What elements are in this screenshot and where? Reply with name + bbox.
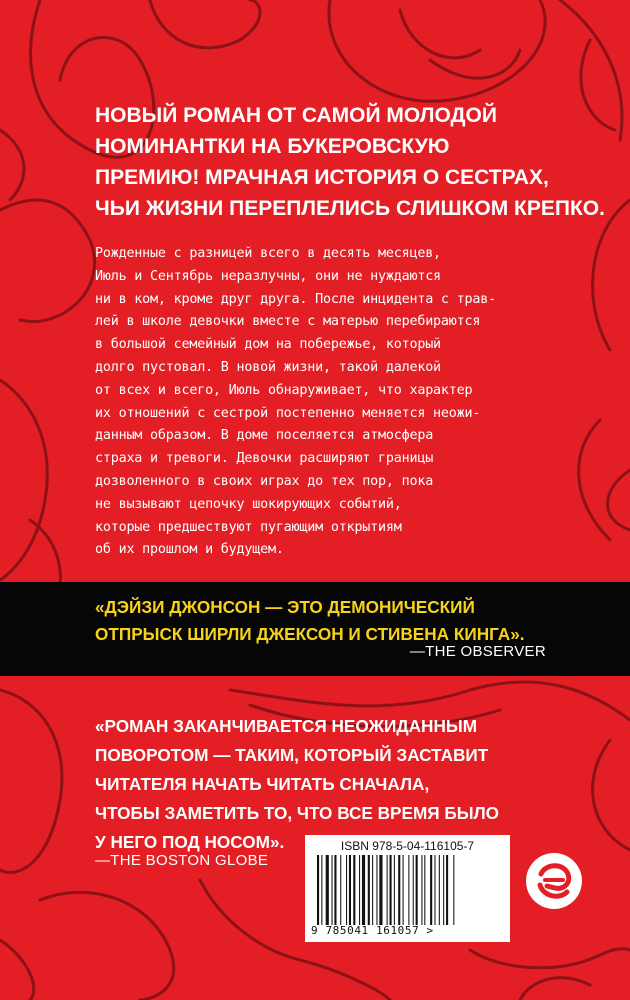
- description-line: от всех и всего, Июль обнаруживает, что характер: [95, 382, 473, 398]
- barcode-digits: 9 785041 161057 >: [311, 924, 434, 937]
- description-line: об их прошлом и будущем.: [95, 542, 284, 558]
- eksmo-logo-icon: [525, 852, 583, 910]
- quote-line: «РОМАН ЗАКАНЧИВАЕТСЯ НЕОЖИДАННЫМ: [95, 716, 478, 736]
- barcode-bar: [372, 855, 373, 925]
- quote-line: ЧИТАТЕЛЯ НАЧАТЬ ЧИТАТЬ СНАЧАЛА,: [95, 774, 430, 794]
- description-line: страха и тревоги. Девочки расширяют границы: [95, 451, 434, 467]
- observer-quote: [95, 594, 625, 648]
- barcode-bar: [349, 855, 351, 925]
- barcode-bar: [317, 855, 319, 925]
- barcode-bar: [408, 855, 409, 925]
- observer-quote-box: [0, 582, 630, 676]
- boston-globe-source: —THE BOSTON GLOBE: [95, 852, 269, 869]
- barcode-bar: [346, 855, 347, 925]
- description-line: дозволенного в своих играх до тех пор, пока: [95, 473, 434, 489]
- headline-line: ПРЕМИЮ! МРАЧНАЯ ИСТОРИЯ О СЕСТРАХ,: [95, 166, 549, 189]
- quote-line: ЧТОБЫ ЗАМЕТИТЬ ТО, ЧТО ВСЕ ВРЕМЯ БЫЛО: [95, 803, 499, 823]
- description-line: лей в школе девочки вместе с матерью перебираются: [95, 314, 481, 330]
- barcode-bar: [453, 855, 454, 925]
- headline-line: НОМИНАНТКИ НА БУКЕРОВСКУЮ: [95, 135, 450, 158]
- barcode-bar: [390, 855, 392, 925]
- headline-line: НОВЫЙ РОМАН ОТ САМОЙ МОЛОДОЙ: [95, 104, 497, 127]
- description-line: данным образом. В доме поселяется атмосфера: [95, 428, 434, 444]
- isbn-barcode: [305, 835, 510, 942]
- barcode-bar: [446, 855, 448, 925]
- barcode-bar: [403, 855, 404, 925]
- description-line: ни в ком, кроме друг друга. После инцидента с трав-: [95, 291, 496, 307]
- barcode-bar: [430, 855, 432, 925]
- barcode-bar: [326, 855, 329, 925]
- quote-line: ПОВОРОТОМ — ТАКИМ, КОТОРЫЙ ЗАСТАВИТ: [95, 745, 489, 765]
- barcode-bar: [362, 855, 365, 925]
- barcode-bar: [421, 855, 422, 925]
- barcode-bar: [387, 855, 388, 925]
- description-line: долго пустовал. В новой жизни, такой далекой: [95, 359, 441, 375]
- barcode-bar: [334, 855, 336, 925]
- barcode-bar: [413, 855, 414, 925]
- description-line: Рожденные с разницей всего в десять месяцев,: [95, 246, 441, 261]
- observer-source: —THE OBSERVER: [409, 643, 546, 660]
- headline: [95, 100, 615, 224]
- barcode-bar: [379, 855, 382, 925]
- quote-line: ОТПРЫСК ШИРЛИ ДЖЕКСОН И СТИВЕНА КИНГА».: [95, 624, 525, 644]
- barcode-bar: [394, 855, 395, 925]
- barcode-bars: [315, 855, 501, 925]
- barcode-bar: [424, 855, 425, 925]
- quote-line: «ДЭЙЗИ ДЖОНСОН — ЭТО ДЕМОНИЧЕСКИЙ: [95, 597, 475, 617]
- barcode-bar: [439, 855, 440, 925]
- barcode-bar: [340, 855, 341, 925]
- description-line: Июль и Сентябрь неразлучны, они не нуждаются: [95, 268, 441, 284]
- barcode-bar: [416, 855, 418, 925]
- barcode-bar: [368, 855, 370, 925]
- barcode-bar: [353, 855, 355, 925]
- quote-line: У НЕГО ПОД НОСОМ».: [95, 832, 285, 852]
- barcode-bar: [398, 855, 400, 925]
- description-line: их отношений с сестрой постепенно меняется неожи-: [95, 405, 481, 421]
- description-line: не вызывают цепочку шокирующих событий,: [95, 496, 402, 512]
- isbn-label: ISBN 978-5-04-116105-7: [340, 839, 475, 853]
- barcode-bar: [434, 855, 435, 925]
- description-line: которые предшествуют пугающим открытиям: [95, 519, 402, 535]
- barcode-bar: [332, 855, 333, 925]
- barcode-bar: [443, 855, 444, 925]
- description-line: в большой семейный дом на побережье, который: [95, 337, 441, 353]
- headline-line: ЧЬИ ЖИЗНИ ПЕРЕПЛЕЛИСЬ СЛИШКОМ КРЕПКО.: [95, 197, 605, 220]
- book-description: [95, 243, 555, 562]
- barcode-bar: [321, 855, 322, 925]
- barcode-bar: [376, 855, 377, 925]
- barcode-bar: [359, 855, 360, 925]
